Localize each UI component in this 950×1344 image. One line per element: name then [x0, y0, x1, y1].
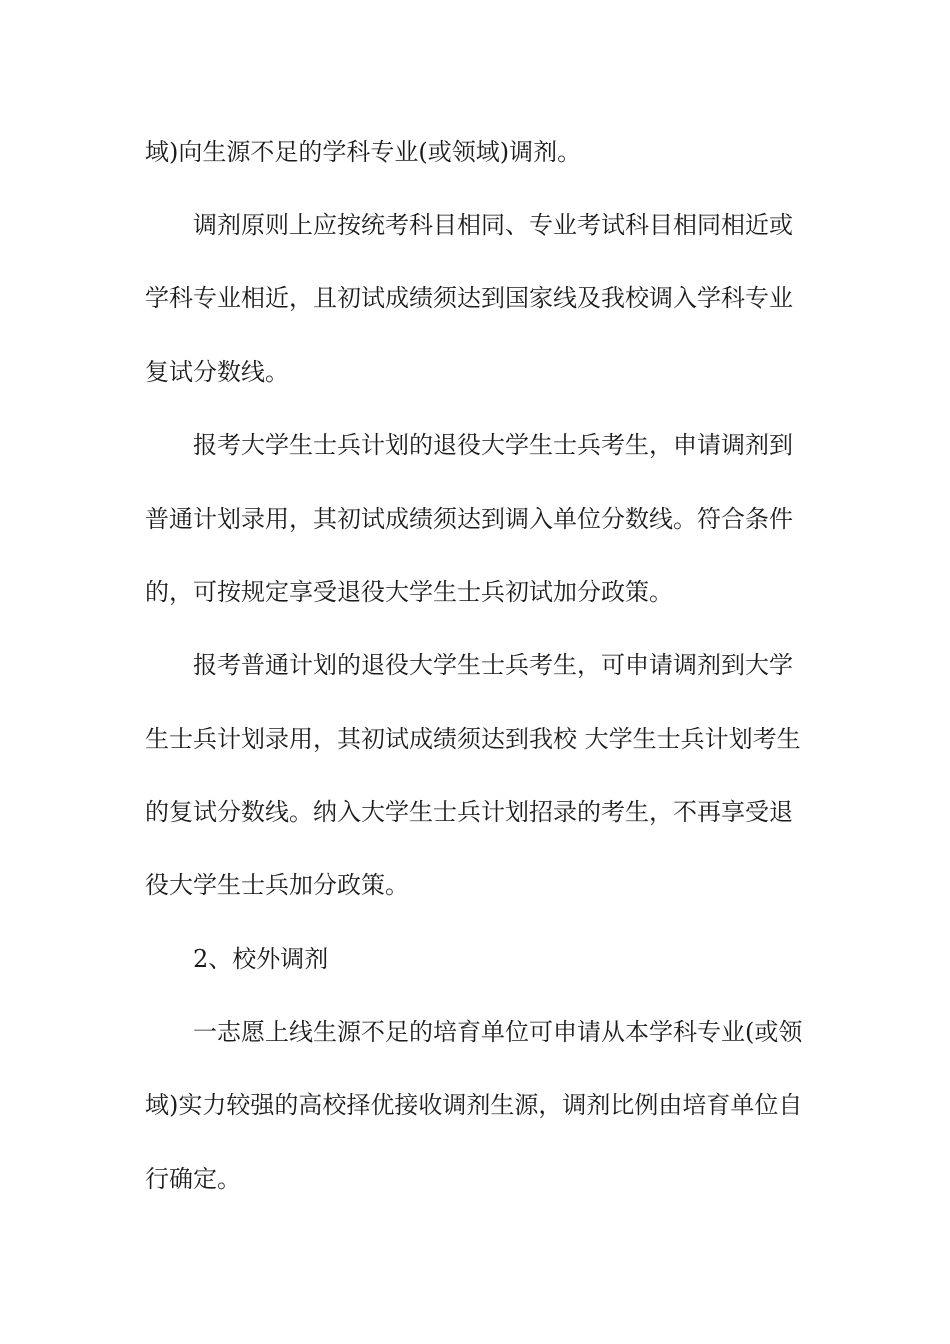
- text-line: 复试分数线。: [145, 358, 289, 386]
- text-line: 域)实力较强的高校择优接收调剂生源，调剂比例由培育单位自: [145, 1091, 803, 1119]
- text-line: 学科专业相近，且初试成绩须达到国家线及我校调入学科专业: [145, 284, 793, 312]
- section-heading: 2、校外调剂: [193, 945, 329, 973]
- text-line: 役大学生士兵加分政策。: [145, 871, 409, 899]
- paragraph-start-line: 报考大学生士兵计划的退役大学生士兵考生，申请调剂到: [193, 431, 793, 459]
- paragraph-start-line: 调剂原则上应按统考科目相同、专业考试科目相同相近或: [193, 211, 793, 239]
- text-line: 普通计划录用，其初试成绩须达到调入单位分数线。符合条件: [145, 505, 793, 533]
- text-line: 的复试分数线。纳入大学生士兵计划招录的考生，不再享受退: [145, 798, 793, 826]
- text-line: 生士兵计划录用，其初试成绩须达到我校 大学生士兵计划考生: [145, 725, 801, 753]
- text-line: 行确定。: [145, 1165, 241, 1193]
- text-line: 的，可按规定享受退役大学生士兵初试加分政策。: [145, 578, 673, 606]
- paragraph-start-line: 报考普通计划的退役大学生士兵考生，可申请调剂到大学: [193, 651, 793, 679]
- paragraph-start-line: 一志愿上线生源不足的培育单位可申请从本学科专业(或领: [193, 1018, 803, 1046]
- text-line: 域)向生源不足的学科专业(或领域)调剂。: [145, 138, 582, 166]
